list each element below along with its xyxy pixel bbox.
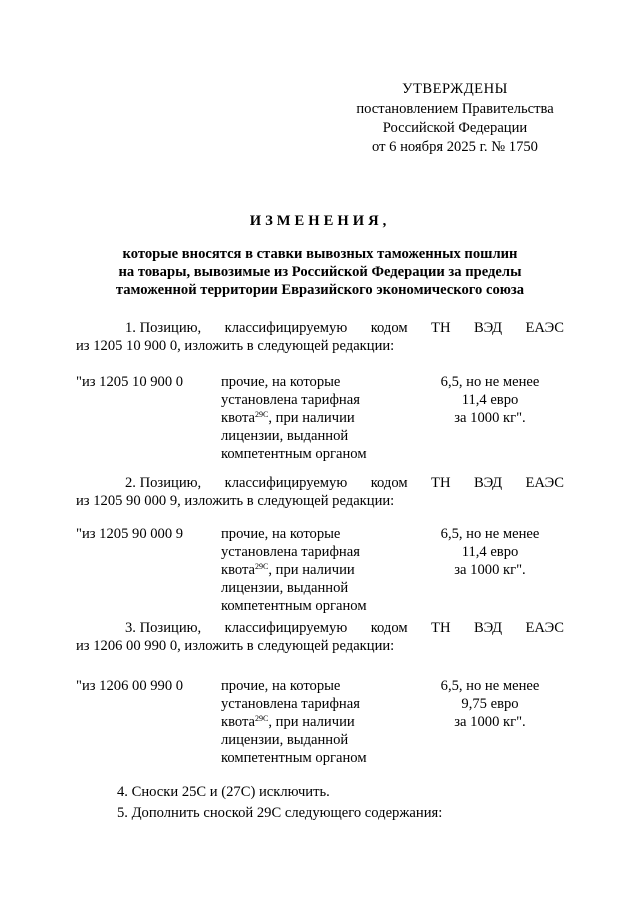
word: 1. Позицию, (125, 320, 202, 336)
approval-line-3: от 6 ноября 2025 г. № 1750 (372, 139, 538, 155)
subtitle-line: на товары, вывозимые из Российской Федерации за пределы (118, 264, 522, 280)
item-description (221, 677, 401, 767)
description-text: , при наличии (268, 410, 355, 426)
document-subtitle (60, 245, 580, 299)
item-rate (412, 373, 568, 427)
item-rate (412, 525, 568, 579)
word: кодом (370, 320, 408, 336)
description-line: компетентным органом (221, 446, 367, 462)
rate-line: за 1000 кг". (454, 714, 526, 730)
item-description (221, 373, 401, 463)
word: ЕАЭС (525, 320, 564, 336)
word: ВЭД (473, 475, 503, 491)
paragraph-second-line: из 1205 90 000 9, изложить в следующей редакции: (76, 493, 395, 509)
word: ВЭД (473, 620, 503, 636)
description-line: компетентным органом (221, 598, 367, 614)
description-line: установлена тарифная (221, 392, 360, 408)
description-line: лицензии, выданной (221, 732, 349, 748)
description-line: установлена тарифная (221, 544, 360, 560)
description-line: лицензии, выданной (221, 580, 349, 596)
word: ЕАЭС (525, 620, 564, 636)
description-line (221, 561, 401, 579)
item-4-paragraph: 4. Сноски 25С и (27С) исключить. (117, 784, 330, 800)
word: классифицируемую (224, 475, 348, 491)
paragraph-first-line (76, 619, 564, 637)
approval-heading: УТВЕРЖДЕНЫ (402, 81, 508, 97)
section-1-item (76, 373, 576, 473)
item-code: "из 1206 00 990 0 (76, 678, 184, 694)
item-description (221, 525, 401, 615)
item-code: "из 1205 90 000 9 (76, 526, 184, 542)
description-line: прочие, на которые (221, 678, 341, 694)
paragraph-second-line: из 1206 00 990 0, изложить в следующей редакции: (76, 638, 395, 654)
paragraph-second-line: из 1205 10 900 0, изложить в следующей редакции: (76, 338, 395, 354)
footnote-ref: 29С (255, 562, 269, 571)
paragraph-first-line (76, 474, 564, 492)
word: ТН (431, 475, 451, 491)
section-3-paragraph (76, 619, 564, 655)
rate-line: 11,4 евро (461, 544, 519, 560)
quota-word: квота (221, 410, 256, 426)
document-title: ИЗМЕНЕНИЯ, (249, 213, 391, 229)
section-2-paragraph (76, 474, 564, 510)
approval-block (320, 80, 590, 157)
word: ТН (431, 620, 451, 636)
rate-line: 11,4 евро (461, 392, 519, 408)
description-line (221, 713, 401, 731)
quota-word: квота (221, 714, 256, 730)
word: 3. Позицию, (125, 620, 202, 636)
footnote-ref: 29С (255, 410, 269, 419)
word: 2. Позицию, (125, 475, 202, 491)
paragraph-first-line (76, 319, 564, 337)
description-line: прочие, на которые (221, 374, 341, 390)
rate-line: за 1000 кг". (454, 562, 526, 578)
word: классифицируемую (224, 620, 348, 636)
subtitle-line: которые вносятся в ставки вывозных таможенных пошлин (122, 246, 518, 262)
word: классифицируемую (224, 320, 348, 336)
section-3-item (76, 677, 576, 777)
rate-line: 6,5, но не менее (440, 678, 540, 694)
footnote-ref: 29С (255, 714, 269, 723)
approval-line-1: постановлением Правительства (356, 101, 554, 117)
rate-line: за 1000 кг". (454, 410, 526, 426)
rate-line: 9,75 евро (461, 696, 519, 712)
item-rate (412, 677, 568, 731)
word: ТН (431, 320, 451, 336)
item-code: "из 1205 10 900 0 (76, 374, 184, 390)
quota-word: квота (221, 562, 256, 578)
word: ВЭД (473, 320, 503, 336)
section-1-paragraph (76, 319, 564, 355)
word: кодом (370, 620, 408, 636)
word: ЕАЭС (525, 475, 564, 491)
section-2-item (76, 525, 576, 625)
subtitle-line: таможенной территории Евразийского экономического союза (115, 282, 525, 298)
item-5-paragraph: 5. Дополнить сноской 29С следующего содержания: (117, 805, 443, 821)
rate-line: 6,5, но не менее (440, 374, 540, 390)
description-line: прочие, на которые (221, 526, 341, 542)
description-line: компетентным органом (221, 750, 367, 766)
description-line (221, 409, 401, 427)
description-line: лицензии, выданной (221, 428, 349, 444)
rate-line: 6,5, но не менее (440, 526, 540, 542)
approval-line-2: Российской Федерации (382, 120, 528, 136)
word: кодом (370, 475, 408, 491)
description-text: , при наличии (268, 714, 355, 730)
description-line: установлена тарифная (221, 696, 360, 712)
description-text: , при наличии (268, 562, 355, 578)
